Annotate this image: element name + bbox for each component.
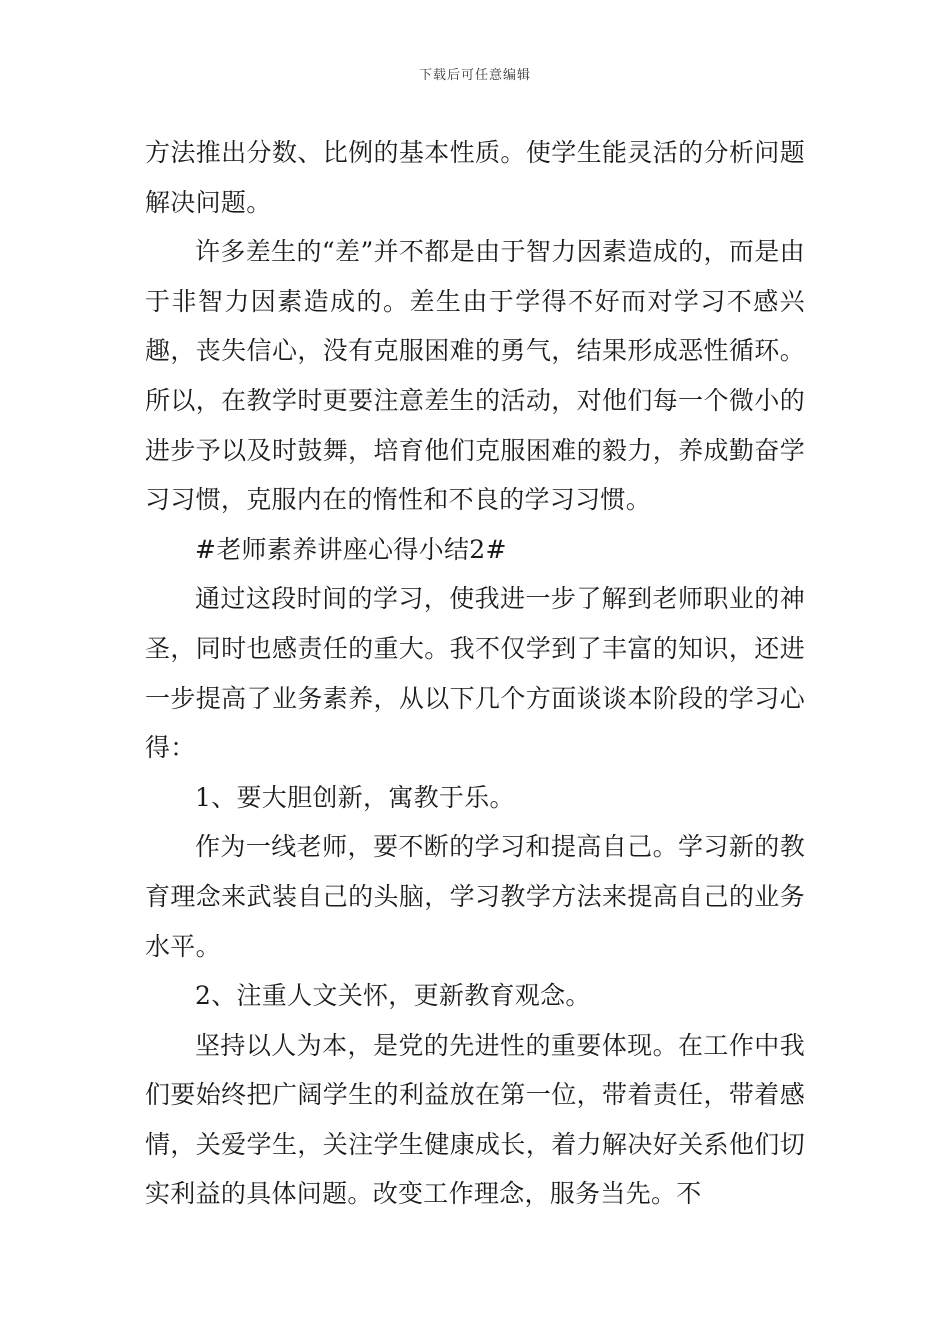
page-header: 下载后可任意编辑 [418, 68, 531, 83]
section-heading: #老师素养讲座心得小结2# [195, 534, 507, 564]
paragraph-5: 坚持以人为本，是党的先进性的重要体现。在工作中我们要始终把广阔学生的利益放在第一位，带着责任，带着感情，关爱学生，关注学生健康成长，着力解决好关系他们切实利益的具体问题。改变工作理念，服务当先。不 [145, 1030, 805, 1209]
point-2-heading: 2、注重人文关怀，更新教育观念。 [195, 981, 591, 1011]
point-1-heading: 1、要大胆创新，寓教于乐。 [195, 782, 515, 812]
paragraph-2: 许多差生的“差”并不都是由于智力因素造成的，而是由于非智力因素造成的。差生由于学得不好而对学习不感兴趣，丧失信心，没有克服困难的勇气，结果形成恶性循环。所以，在教学时更要注意差生的活动，对他们每一个微小的进步予以及时鼓舞，培育他们克服困难的毅力，养成勤奋学习习惯，克服内在的惰性和不良的学习习惯。 [145, 237, 805, 515]
paragraph-3: 通过这段时间的学习，使我进一步了解到老师职业的神圣，同时也感责任的重大。我不仅学到了丰富的知识，还进一步提高了业务素养，从以下几个方面谈谈本阶段的学习心得： [145, 584, 805, 763]
paragraph-4: 作为一线老师，要不断的学习和提高自己。学习新的教育理念来武装自己的头脑，学习教学方法来提高自己的业务水平。 [145, 832, 805, 961]
paragraph-1: 方法推出分数、比例的基本性质。使学生能灵活的分析问题解决问题。 [145, 138, 805, 217]
document-body [145, 128, 805, 1219]
